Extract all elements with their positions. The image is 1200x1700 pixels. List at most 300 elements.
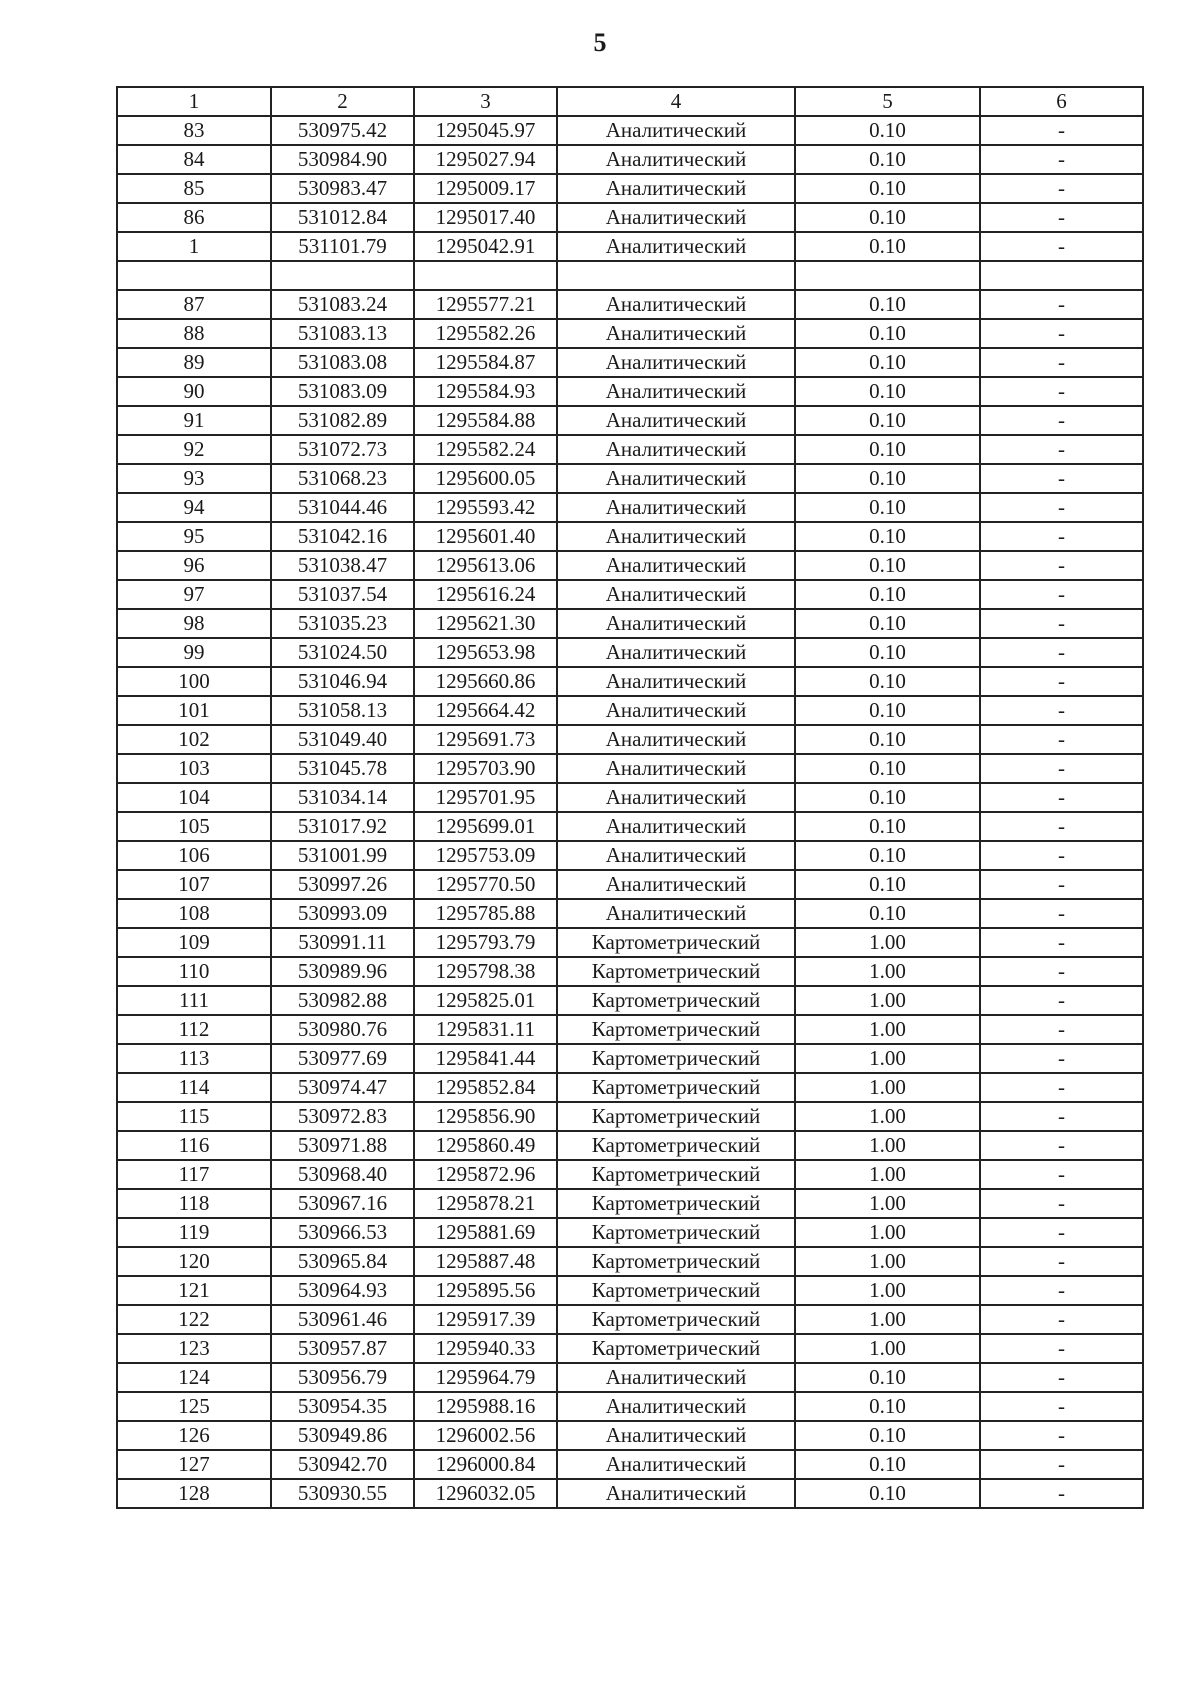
table-cell: Картометрический	[557, 957, 795, 986]
table-cell: Аналитический	[557, 754, 795, 783]
table-cell: Аналитический	[557, 290, 795, 319]
table-cell: 117	[117, 1160, 271, 1189]
table-cell: 530967.16	[271, 1189, 414, 1218]
table-cell: 1295703.90	[414, 754, 557, 783]
table-cell: 1.00	[795, 957, 980, 986]
table-cell: 1295009.17	[414, 174, 557, 203]
table-row	[117, 957, 1143, 986]
table-cell: Аналитический	[557, 899, 795, 928]
table-cell: 0.10	[795, 116, 980, 145]
table-cell: -	[980, 957, 1143, 986]
table-cell: 531034.14	[271, 783, 414, 812]
table-cell: 531082.89	[271, 406, 414, 435]
header-cell: 5	[795, 87, 980, 116]
table-cell: 1295593.42	[414, 493, 557, 522]
table-cell: 530956.79	[271, 1363, 414, 1392]
table-cell: -	[980, 783, 1143, 812]
table-cell: 102	[117, 725, 271, 754]
table-cell: -	[980, 1421, 1143, 1450]
table-cell: 1295699.01	[414, 812, 557, 841]
table-cell: 531101.79	[271, 232, 414, 261]
table-cell: 530974.47	[271, 1073, 414, 1102]
table-cell: 92	[117, 435, 271, 464]
table-cell: 85	[117, 174, 271, 203]
table-cell: -	[980, 464, 1143, 493]
table-cell: 1295616.24	[414, 580, 557, 609]
table-cell: -	[980, 1160, 1143, 1189]
table-cell: Аналитический	[557, 783, 795, 812]
table-cell: -	[980, 319, 1143, 348]
table-cell: 1295831.11	[414, 1015, 557, 1044]
table-row	[117, 377, 1143, 406]
table-cell: Аналитический	[557, 609, 795, 638]
table-cell: 0.10	[795, 203, 980, 232]
table-cell: 1295017.40	[414, 203, 557, 232]
table-cell: 126	[117, 1421, 271, 1450]
table-cell: 125	[117, 1392, 271, 1421]
table-cell: Аналитический	[557, 1479, 795, 1508]
table-row	[117, 1189, 1143, 1218]
table-cell: 1295895.56	[414, 1276, 557, 1305]
header-cell: 6	[980, 87, 1143, 116]
table-cell: Картометрический	[557, 1131, 795, 1160]
table-cell: 1295045.97	[414, 116, 557, 145]
table-cell: 1.00	[795, 1015, 980, 1044]
table-cell: 1.00	[795, 1247, 980, 1276]
table-cell: Аналитический	[557, 580, 795, 609]
table-row	[117, 725, 1143, 754]
table-cell: Аналитический	[557, 1363, 795, 1392]
table-row	[117, 1479, 1143, 1508]
table-cell: 0.10	[795, 464, 980, 493]
table-cell: -	[980, 145, 1143, 174]
table-cell: Картометрический	[557, 928, 795, 957]
table-cell: 530991.11	[271, 928, 414, 957]
table-cell: 90	[117, 377, 271, 406]
table-row	[117, 638, 1143, 667]
table-cell: -	[980, 522, 1143, 551]
table-cell: 531044.46	[271, 493, 414, 522]
table-cell: Аналитический	[557, 116, 795, 145]
table-cell: 0.10	[795, 551, 980, 580]
table-cell: -	[980, 1276, 1143, 1305]
table-cell: 1295653.98	[414, 638, 557, 667]
table-cell: 114	[117, 1073, 271, 1102]
table-row	[117, 1218, 1143, 1247]
table-cell: 530972.83	[271, 1102, 414, 1131]
table-cell: 530982.88	[271, 986, 414, 1015]
table-cell: 1.00	[795, 1218, 980, 1247]
table-cell: -	[980, 696, 1143, 725]
table-cell: 530977.69	[271, 1044, 414, 1073]
table-cell: 122	[117, 1305, 271, 1334]
table-cell: -	[980, 290, 1143, 319]
table-cell: Аналитический	[557, 203, 795, 232]
table-cell: 0.10	[795, 348, 980, 377]
table-cell: -	[980, 174, 1143, 203]
table-cell: 531049.40	[271, 725, 414, 754]
table-cell: 530965.84	[271, 1247, 414, 1276]
table-row	[117, 1102, 1143, 1131]
table-cell: 119	[117, 1218, 271, 1247]
table-cell: 1295860.49	[414, 1131, 557, 1160]
table-row	[117, 1334, 1143, 1363]
table-row	[117, 145, 1143, 174]
table-row	[117, 754, 1143, 783]
table-cell: 0.10	[795, 1392, 980, 1421]
table-cell: Аналитический	[557, 870, 795, 899]
table-cell: 123	[117, 1334, 271, 1363]
table-cell: 1.00	[795, 1276, 980, 1305]
table-cell: 0.10	[795, 1479, 980, 1508]
table-row	[117, 783, 1143, 812]
table-cell: 124	[117, 1363, 271, 1392]
table-cell: 1.00	[795, 1044, 980, 1073]
table-cell: 1295582.26	[414, 319, 557, 348]
table-cell: 1295917.39	[414, 1305, 557, 1334]
table-row	[117, 1450, 1143, 1479]
table-cell: 0.10	[795, 435, 980, 464]
table-cell: 107	[117, 870, 271, 899]
table-cell: 1.00	[795, 986, 980, 1015]
table-row	[117, 696, 1143, 725]
coordinates-table	[116, 86, 1144, 1509]
table-header	[117, 87, 1143, 116]
table-row	[117, 1247, 1143, 1276]
table-cell: 530966.53	[271, 1218, 414, 1247]
table-cell: -	[980, 1218, 1143, 1247]
table-cell: 0.10	[795, 667, 980, 696]
table-cell: 91	[117, 406, 271, 435]
table-cell: 530968.40	[271, 1160, 414, 1189]
table-cell: -	[980, 667, 1143, 696]
table-cell: -	[980, 203, 1143, 232]
table-cell: 110	[117, 957, 271, 986]
table-cell: 127	[117, 1450, 271, 1479]
table-row	[117, 1363, 1143, 1392]
table-cell: 1295753.09	[414, 841, 557, 870]
table-cell: 0.10	[795, 377, 980, 406]
table-cell: Картометрический	[557, 1334, 795, 1363]
table-cell: -	[980, 1073, 1143, 1102]
table-cell: -	[980, 1015, 1143, 1044]
table-cell: 1295584.93	[414, 377, 557, 406]
table-row	[117, 290, 1143, 319]
table-cell: -	[980, 754, 1143, 783]
table-cell: 531058.13	[271, 696, 414, 725]
table-cell: 1296000.84	[414, 1450, 557, 1479]
table-cell: 1295027.94	[414, 145, 557, 174]
table-row	[117, 1015, 1143, 1044]
table-cell: 1295600.05	[414, 464, 557, 493]
table-row	[117, 1305, 1143, 1334]
table-cell: 1.00	[795, 928, 980, 957]
table-cell: 530930.55	[271, 1479, 414, 1508]
table-row	[117, 667, 1143, 696]
table-cell: -	[980, 377, 1143, 406]
table-row	[117, 464, 1143, 493]
table-cell: 1296032.05	[414, 1479, 557, 1508]
table-cell: 531035.23	[271, 609, 414, 638]
table-cell	[117, 261, 271, 290]
table-cell: 530949.86	[271, 1421, 414, 1450]
table-cell: 99	[117, 638, 271, 667]
table-row	[117, 1421, 1143, 1450]
table-cell: 96	[117, 551, 271, 580]
table-cell: 1295988.16	[414, 1392, 557, 1421]
table-row	[117, 1160, 1143, 1189]
table-row	[117, 1392, 1143, 1421]
table-cell: 0.10	[795, 754, 980, 783]
table-cell	[414, 261, 557, 290]
table-cell: 1295584.87	[414, 348, 557, 377]
table-cell: 1296002.56	[414, 1421, 557, 1450]
table-cell: 530954.35	[271, 1392, 414, 1421]
table-cell: Картометрический	[557, 1015, 795, 1044]
table-cell: Аналитический	[557, 667, 795, 696]
table-cell: 86	[117, 203, 271, 232]
header-cell: 1	[117, 87, 271, 116]
table-cell: 530980.76	[271, 1015, 414, 1044]
table-cell: 531001.99	[271, 841, 414, 870]
table-cell: -	[980, 812, 1143, 841]
table-cell: 1.00	[795, 1102, 980, 1131]
table-cell: 112	[117, 1015, 271, 1044]
table-cell: 1295701.95	[414, 783, 557, 812]
table-cell: Аналитический	[557, 841, 795, 870]
table-cell: 0.10	[795, 783, 980, 812]
table-cell: 103	[117, 754, 271, 783]
table-cell: 115	[117, 1102, 271, 1131]
table-cell	[271, 261, 414, 290]
table-cell: Аналитический	[557, 319, 795, 348]
table-cell: 531045.78	[271, 754, 414, 783]
table-cell: Аналитический	[557, 638, 795, 667]
header-cell: 3	[414, 87, 557, 116]
table-cell: 530957.87	[271, 1334, 414, 1363]
table-cell: 1295793.79	[414, 928, 557, 957]
table-cell: 1	[117, 232, 271, 261]
table-cell: Аналитический	[557, 174, 795, 203]
table-cell: 0.10	[795, 232, 980, 261]
table-row	[117, 609, 1143, 638]
table-cell: 0.10	[795, 319, 980, 348]
table-cell: Аналитический	[557, 435, 795, 464]
table-cell: Картометрический	[557, 1247, 795, 1276]
table-cell: 111	[117, 986, 271, 1015]
table-cell: Аналитический	[557, 377, 795, 406]
table-cell: 1295621.30	[414, 609, 557, 638]
table-cell: 100	[117, 667, 271, 696]
table-cell: 0.10	[795, 290, 980, 319]
table-cell: 531037.54	[271, 580, 414, 609]
table-cell: 1.00	[795, 1189, 980, 1218]
table-row	[117, 493, 1143, 522]
header-cell: 4	[557, 87, 795, 116]
table-cell: 93	[117, 464, 271, 493]
table-cell	[557, 261, 795, 290]
table-cell: Аналитический	[557, 1392, 795, 1421]
table-cell: -	[980, 1363, 1143, 1392]
table-cell: 84	[117, 145, 271, 174]
table-row	[117, 1044, 1143, 1073]
table-cell: -	[980, 580, 1143, 609]
table-cell: 1295841.44	[414, 1044, 557, 1073]
table-row	[117, 435, 1143, 464]
table-cell: 105	[117, 812, 271, 841]
table-cell: 1295872.96	[414, 1160, 557, 1189]
table-cell: Аналитический	[557, 522, 795, 551]
table-cell: 1.00	[795, 1160, 980, 1189]
table-cell: Аналитический	[557, 1421, 795, 1450]
table-cell: -	[980, 232, 1143, 261]
table-cell: Аналитический	[557, 145, 795, 174]
table-cell: 1295613.06	[414, 551, 557, 580]
table-cell: 0.10	[795, 1421, 980, 1450]
table-cell: -	[980, 1450, 1143, 1479]
table-row	[117, 174, 1143, 203]
table-cell: 530964.93	[271, 1276, 414, 1305]
table-cell: 116	[117, 1131, 271, 1160]
table-cell: -	[980, 551, 1143, 580]
table-cell: 89	[117, 348, 271, 377]
table-cell: -	[980, 609, 1143, 638]
table-cell: -	[980, 725, 1143, 754]
table-cell: 0.10	[795, 725, 980, 754]
table-cell: 531012.84	[271, 203, 414, 232]
table-cell: 128	[117, 1479, 271, 1508]
table-cell	[980, 261, 1143, 290]
table-cell: 531083.24	[271, 290, 414, 319]
table-cell: 0.10	[795, 522, 980, 551]
table-cell: 531083.13	[271, 319, 414, 348]
table-cell: 1295770.50	[414, 870, 557, 899]
header-cell: 2	[271, 87, 414, 116]
table-cell: Картометрический	[557, 1102, 795, 1131]
table-cell: -	[980, 1247, 1143, 1276]
table-cell: 0.10	[795, 174, 980, 203]
table-cell: 530984.90	[271, 145, 414, 174]
table-cell: 0.10	[795, 1450, 980, 1479]
table-cell: -	[980, 406, 1143, 435]
table-cell: 530961.46	[271, 1305, 414, 1334]
table-cell: -	[980, 116, 1143, 145]
table-cell: 531072.73	[271, 435, 414, 464]
table-cell: 1295878.21	[414, 1189, 557, 1218]
table-cell: 97	[117, 580, 271, 609]
table-cell: -	[980, 870, 1143, 899]
table-cell: 0.10	[795, 1363, 980, 1392]
table-cell: 1295042.91	[414, 232, 557, 261]
table-cell: 531083.09	[271, 377, 414, 406]
table-row	[117, 841, 1143, 870]
table-cell: -	[980, 1305, 1143, 1334]
table-cell: 530983.47	[271, 174, 414, 203]
table-cell: Картометрический	[557, 1189, 795, 1218]
table-cell: 0.10	[795, 580, 980, 609]
table-cell: 0.10	[795, 609, 980, 638]
table-row	[117, 928, 1143, 957]
table-cell: 531024.50	[271, 638, 414, 667]
table-row	[117, 1276, 1143, 1305]
table-cell: Картометрический	[557, 1073, 795, 1102]
table-cell: Картометрический	[557, 1218, 795, 1247]
table-row	[117, 580, 1143, 609]
table-cell: -	[980, 493, 1143, 522]
table-cell: 87	[117, 290, 271, 319]
table-cell: 1.00	[795, 1073, 980, 1102]
table-row	[117, 203, 1143, 232]
table-cell: 1295964.79	[414, 1363, 557, 1392]
table-cell: 108	[117, 899, 271, 928]
table-cell: Аналитический	[557, 232, 795, 261]
table-cell: -	[980, 1334, 1143, 1363]
table-cell: 109	[117, 928, 271, 957]
table-cell: Картометрический	[557, 1276, 795, 1305]
table-cell: 101	[117, 696, 271, 725]
table-row	[117, 261, 1143, 290]
table-cell: 1.00	[795, 1334, 980, 1363]
table-cell: 530989.96	[271, 957, 414, 986]
table-cell: 1295785.88	[414, 899, 557, 928]
table-cell: 1295664.42	[414, 696, 557, 725]
table-row	[117, 551, 1143, 580]
table-cell: -	[980, 986, 1143, 1015]
table-cell: Аналитический	[557, 696, 795, 725]
table-cell: -	[980, 899, 1143, 928]
table-cell: 531042.16	[271, 522, 414, 551]
table-cell: Аналитический	[557, 725, 795, 754]
table-row	[117, 116, 1143, 145]
table-cell: Картометрический	[557, 1044, 795, 1073]
table-cell: 530975.42	[271, 116, 414, 145]
table-cell: 531083.08	[271, 348, 414, 377]
table-cell: 1295601.40	[414, 522, 557, 551]
table-cell: Картометрический	[557, 1160, 795, 1189]
table-cell: -	[980, 928, 1143, 957]
table-row	[117, 232, 1143, 261]
table-cell: -	[980, 638, 1143, 667]
table-cell: 118	[117, 1189, 271, 1218]
table-cell: 120	[117, 1247, 271, 1276]
table-cell: 94	[117, 493, 271, 522]
table-cell: 113	[117, 1044, 271, 1073]
table-cell: Картометрический	[557, 1305, 795, 1334]
table-cell: 0.10	[795, 493, 980, 522]
table-cell: 530942.70	[271, 1450, 414, 1479]
table-cell: -	[980, 1479, 1143, 1508]
table-cell: 530971.88	[271, 1131, 414, 1160]
table-cell: 0.10	[795, 696, 980, 725]
table-row	[117, 406, 1143, 435]
table-cell: 531068.23	[271, 464, 414, 493]
table-cell: 0.10	[795, 899, 980, 928]
table-cell: 531038.47	[271, 551, 414, 580]
table-row	[117, 1131, 1143, 1160]
table-cell: 0.10	[795, 870, 980, 899]
table-cell: Картометрический	[557, 986, 795, 1015]
table-cell: Аналитический	[557, 406, 795, 435]
table-cell: -	[980, 1392, 1143, 1421]
table-cell: Аналитический	[557, 1450, 795, 1479]
table-row	[117, 522, 1143, 551]
table-cell: 1295940.33	[414, 1334, 557, 1363]
table-cell: -	[980, 1044, 1143, 1073]
table-cell	[795, 261, 980, 290]
table-cell: 1.00	[795, 1305, 980, 1334]
table-cell: 1295852.84	[414, 1073, 557, 1102]
table-cell: 530993.09	[271, 899, 414, 928]
